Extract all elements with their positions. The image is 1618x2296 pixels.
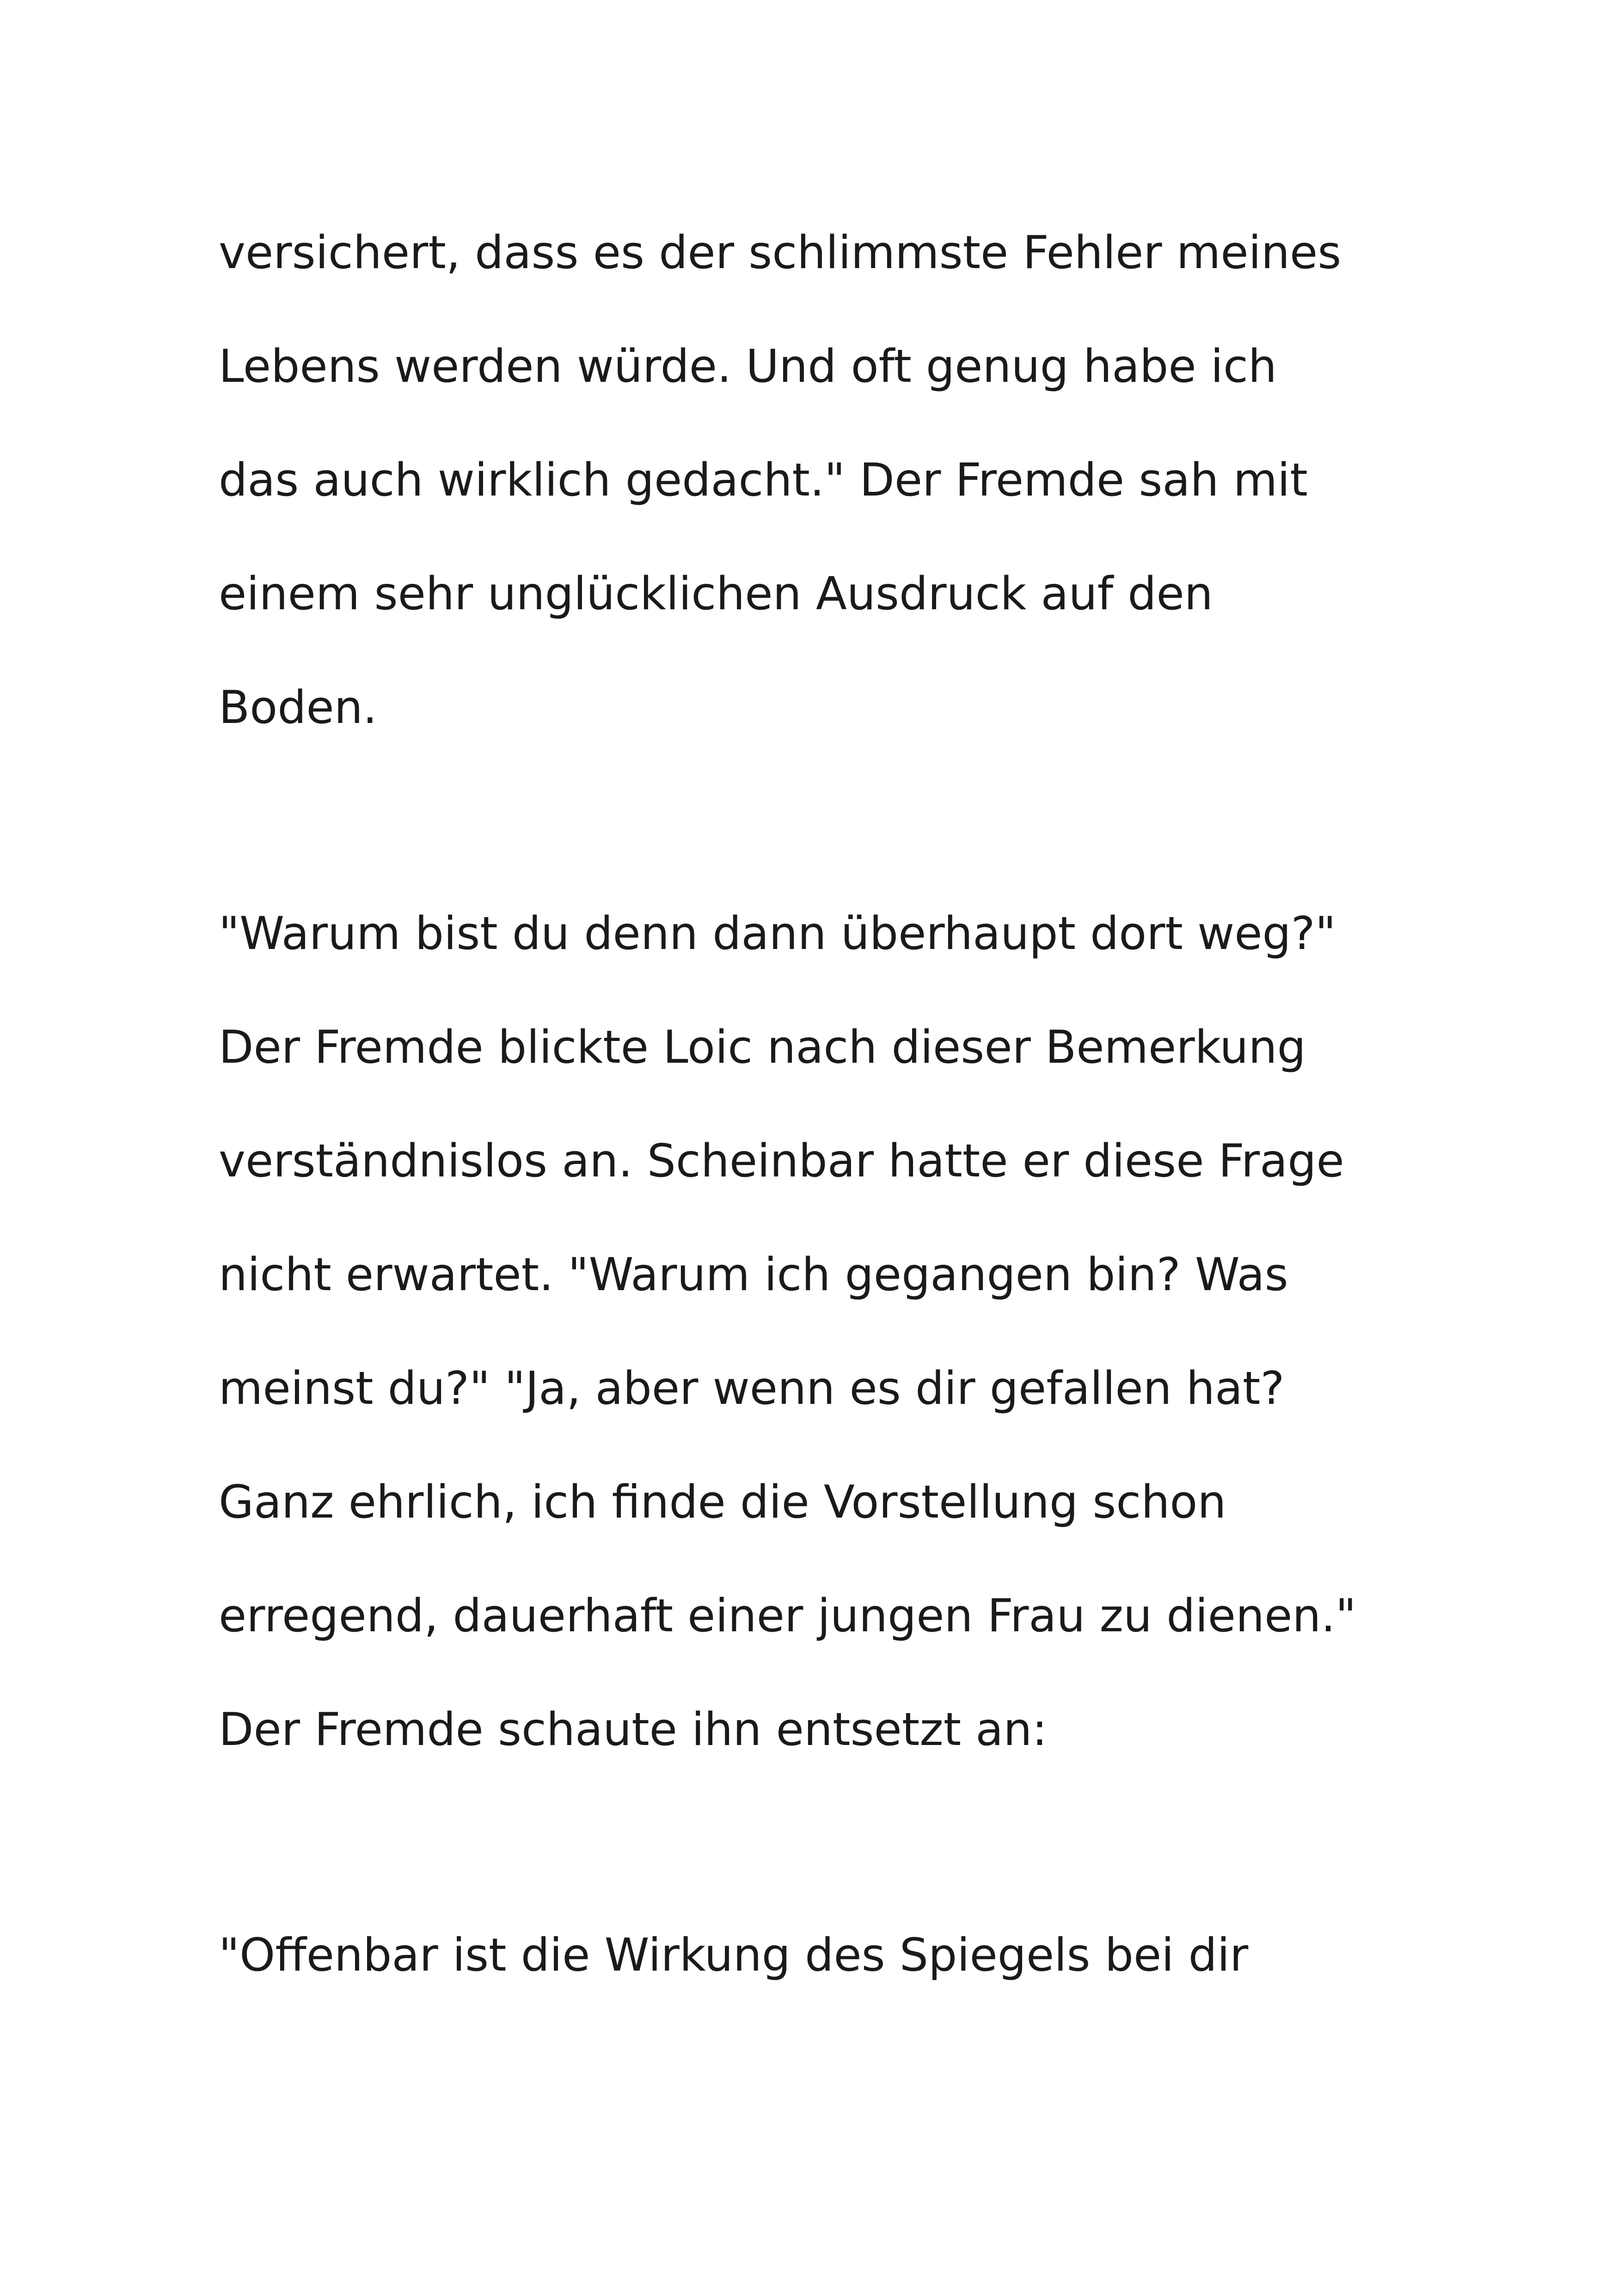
text-line: Der Fremde blickte Loic nach dieser Bemerkung <box>219 1021 1306 1074</box>
text-line: einem sehr unglücklichen Ausdruck auf den <box>219 568 1213 620</box>
text-line: verständnislos an. Scheinbar hatte er diese Frage <box>219 1135 1344 1188</box>
text-line: nicht erwartet. "Warum ich gegangen bin? Was <box>219 1249 1288 1301</box>
text-line: Boden. <box>219 681 377 734</box>
text-line: das auch wirklich gedacht." Der Fremde sah mit <box>219 454 1308 507</box>
text-line: erregend, dauerhaft einer jungen Frau zu dienen." <box>219 1590 1356 1642</box>
text-line: "Warum bist du denn dann überhaupt dort weg?" <box>219 907 1336 960</box>
text-line: versichert, dass es der schlimmste Fehler meines <box>219 227 1342 279</box>
text-line: Der Fremde schaute ihn entsetzt an: <box>219 1703 1048 1756</box>
text-line: Ganz ehrlich, ich finde die Vorstellung schon <box>219 1476 1226 1529</box>
text-line: "Offenbar ist die Wirkung des Spiegels bei dir <box>219 1929 1249 1982</box>
text-line: Lebens werden würde. Und oft genug habe ich <box>219 340 1277 393</box>
text-line: meinst du?" "Ja, aber wenn es dir gefallen hat? <box>219 1362 1285 1415</box>
